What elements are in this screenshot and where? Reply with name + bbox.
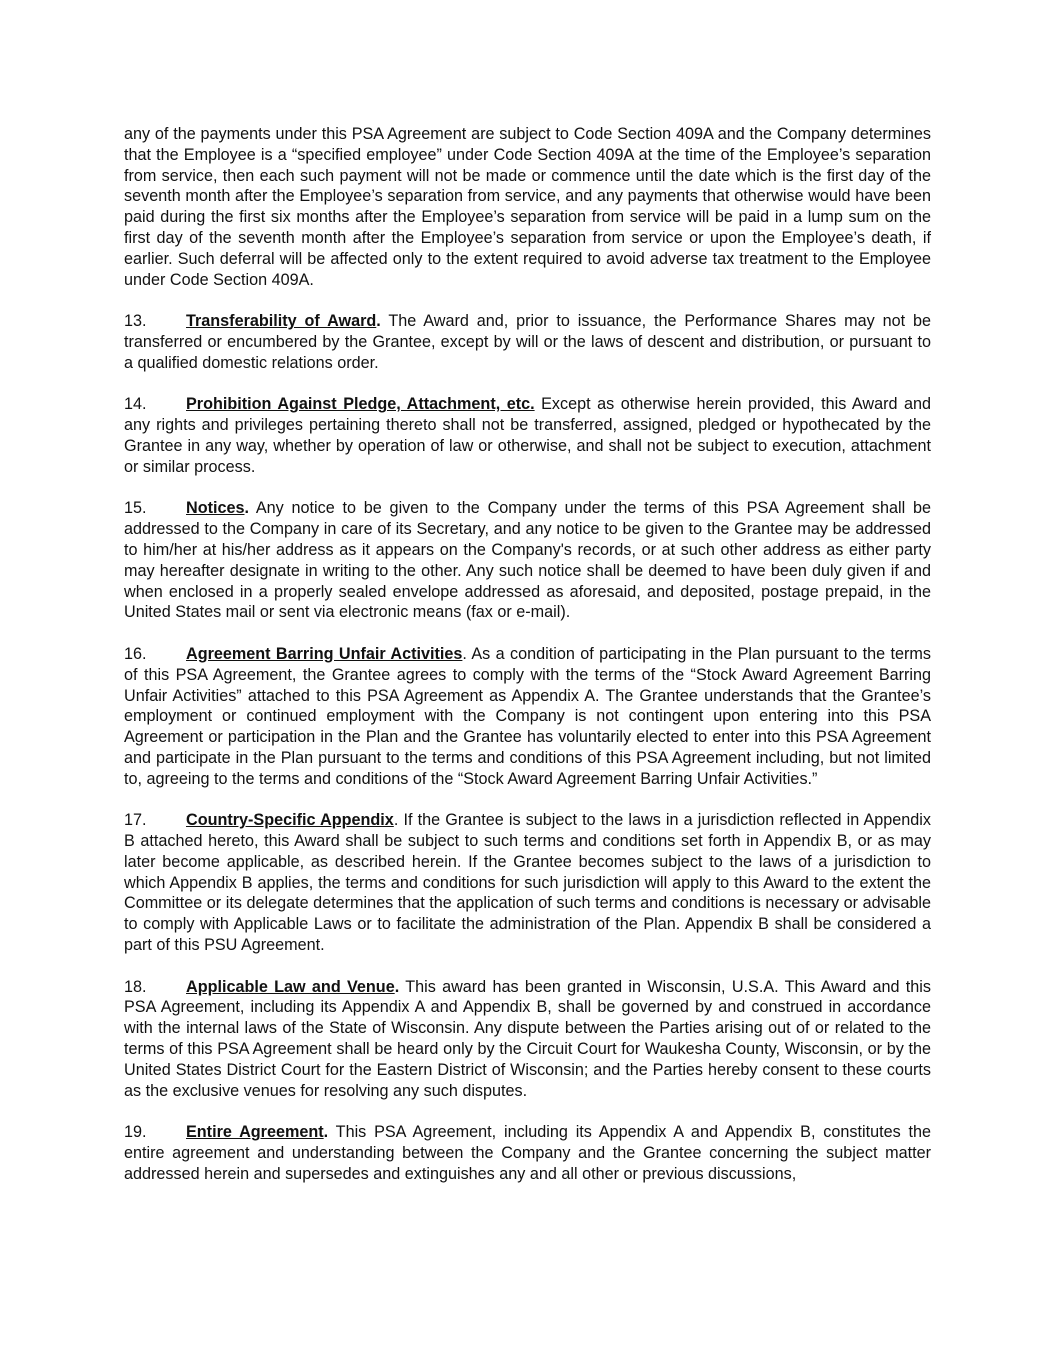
section-text: Except as otherwise herein provided, this Award and any rights and privileges pertaining thereto shall not be transferred, assigned, pledged or hypothecated by the Grantee in any way, whether by operation of law or otherwise, and shall not be subject to execution, attachment or similar process.	[124, 395, 931, 476]
section-heading: Agreement Barring Unfair Activities	[186, 644, 463, 663]
section-heading: Entire Agreement	[186, 1123, 324, 1142]
section-text: . If the Grantee is subject to the laws in a jurisdiction reflected in Appendix B attached hereto, this Award shall be subject to such terms and conditions set forth in Appendix B, or as may later become applicable, as described herein. If the Grantee becomes subject to the laws of a jurisdiction to which Appendix B applies, the terms and conditions for such jurisdiction will apply to this Award to the extent the Committee or its delegate determines that the application of such terms and conditions is necessary or advisable to comply with Applicable Laws or to facilitate the administration of the Plan. Appendix B shall be considered a part of this PSU Agreement.	[124, 811, 931, 955]
section-19	[124, 1122, 931, 1184]
section-number: 13.	[124, 312, 147, 331]
section-number: 18.	[124, 977, 147, 996]
section-text: This award has been granted in Wisconsin, U.S.A. This Award and this PSA Agreement, including its Appendix A and Appendix B, shall be governed by and construed in accordance with the internal laws of the State of Wisconsin. Any dispute between the Parties arising out of or related to the terms of this PSA Agreement shall be heard only by the Circuit Court for Waukesha County, Wisconsin, or by the United States District Court for the Eastern District of Wisconsin; and the Parties hereby consent to these courts as the exclusive venues for resolving any such disputes.	[124, 977, 931, 1100]
document-page	[124, 124, 931, 1205]
section-heading-punct: .	[394, 977, 400, 996]
section-number: 19.	[124, 1123, 147, 1142]
section-number: 15.	[124, 499, 147, 518]
section-heading: Transferability of Award	[186, 312, 377, 331]
section-15	[124, 498, 931, 623]
section-heading-punct: .	[244, 499, 249, 518]
section-heading: Country-Specific Appendix	[186, 811, 394, 830]
section-text: The Award and, prior to issuance, the Performance Shares may not be transferred or encumbered by the Grantee, except by will or the laws of descent and distribution, or pursuant to a qualified domestic relations order.	[124, 312, 931, 372]
section-18	[124, 977, 931, 1102]
section-13	[124, 311, 931, 373]
section-heading: Notices	[186, 499, 245, 518]
section-heading-punct: .	[376, 312, 381, 331]
section-16	[124, 644, 931, 790]
intro-paragraph: any of the payments under this PSA Agreement are subject to Code Section 409A and the Company determines that the Employee is a “specified employee” under Code Section 409A at the time of the Employee’s separation from service, then each such payment will not be made or commence until the date which is the first day of the seventh month after the Employee’s separation from service, and any payments that otherwise would have been paid during the first six months after the Employee’s separation from service will be paid in a lump sum on the first day of the seventh month after the Employee’s separation from service or upon the Employee’s death, if earlier. Such deferral will be affected only to the extent required to avoid adverse tax treatment to the Employee under Code Section 409A.	[124, 125, 931, 289]
section-text: . As a condition of participating in the Plan pursuant to the terms of this PSA Agreement, the Grantee agrees to comply with the terms of the “Stock Award Agreement Barring Unfair Activities” attached to this PSA Agreement as Appendix A. The Grantee understands that the Grantee’s employment or continued employment with the Company is not contingent upon entering into this PSA Agreement or participation in the Plan and the Grantee has voluntarily elected to enter into this PSA Agreement and participate in the Plan pursuant to the terms and conditions of this PSA Agreement including, but not limited to, agreeing to the terms and conditions of the “Stock Award Agreement Barring Unfair Activities.”	[124, 644, 931, 788]
section-number: 16.	[124, 644, 147, 663]
section-number: 17.	[124, 811, 147, 830]
section-heading-punct: .	[323, 1123, 329, 1142]
section-heading: Applicable Law and Venue	[186, 977, 395, 996]
section-17	[124, 810, 931, 956]
section-number: 14.	[124, 395, 147, 414]
section-14	[124, 394, 931, 477]
section-text: Any notice to be given to the Company under the terms of this PSA Agreement shall be addressed to the Company in care of its Secretary, and any notice to be given to the Grantee may be addressed to him/her at his/her address as it appears on the Company's records, or at such other address as either party may hereafter designate in writing to the other. Any such notice shall be deemed to have been duly given if and when enclosed in a properly sealed envelope addressed as aforesaid, and deposited, postage prepaid, in the United States mail or sent via electronic means (fax or e-mail).	[124, 499, 931, 622]
section-heading: Prohibition Against Pledge, Attachment, etc.	[186, 395, 535, 414]
section-text: This PSA Agreement, including its Appendix A and Appendix B, constitutes the entire agreement and understanding between the Company and the Grantee concerning the subject matter addressed herein and supersedes and extinguishes any and all other or previous discussions,	[124, 1123, 931, 1183]
